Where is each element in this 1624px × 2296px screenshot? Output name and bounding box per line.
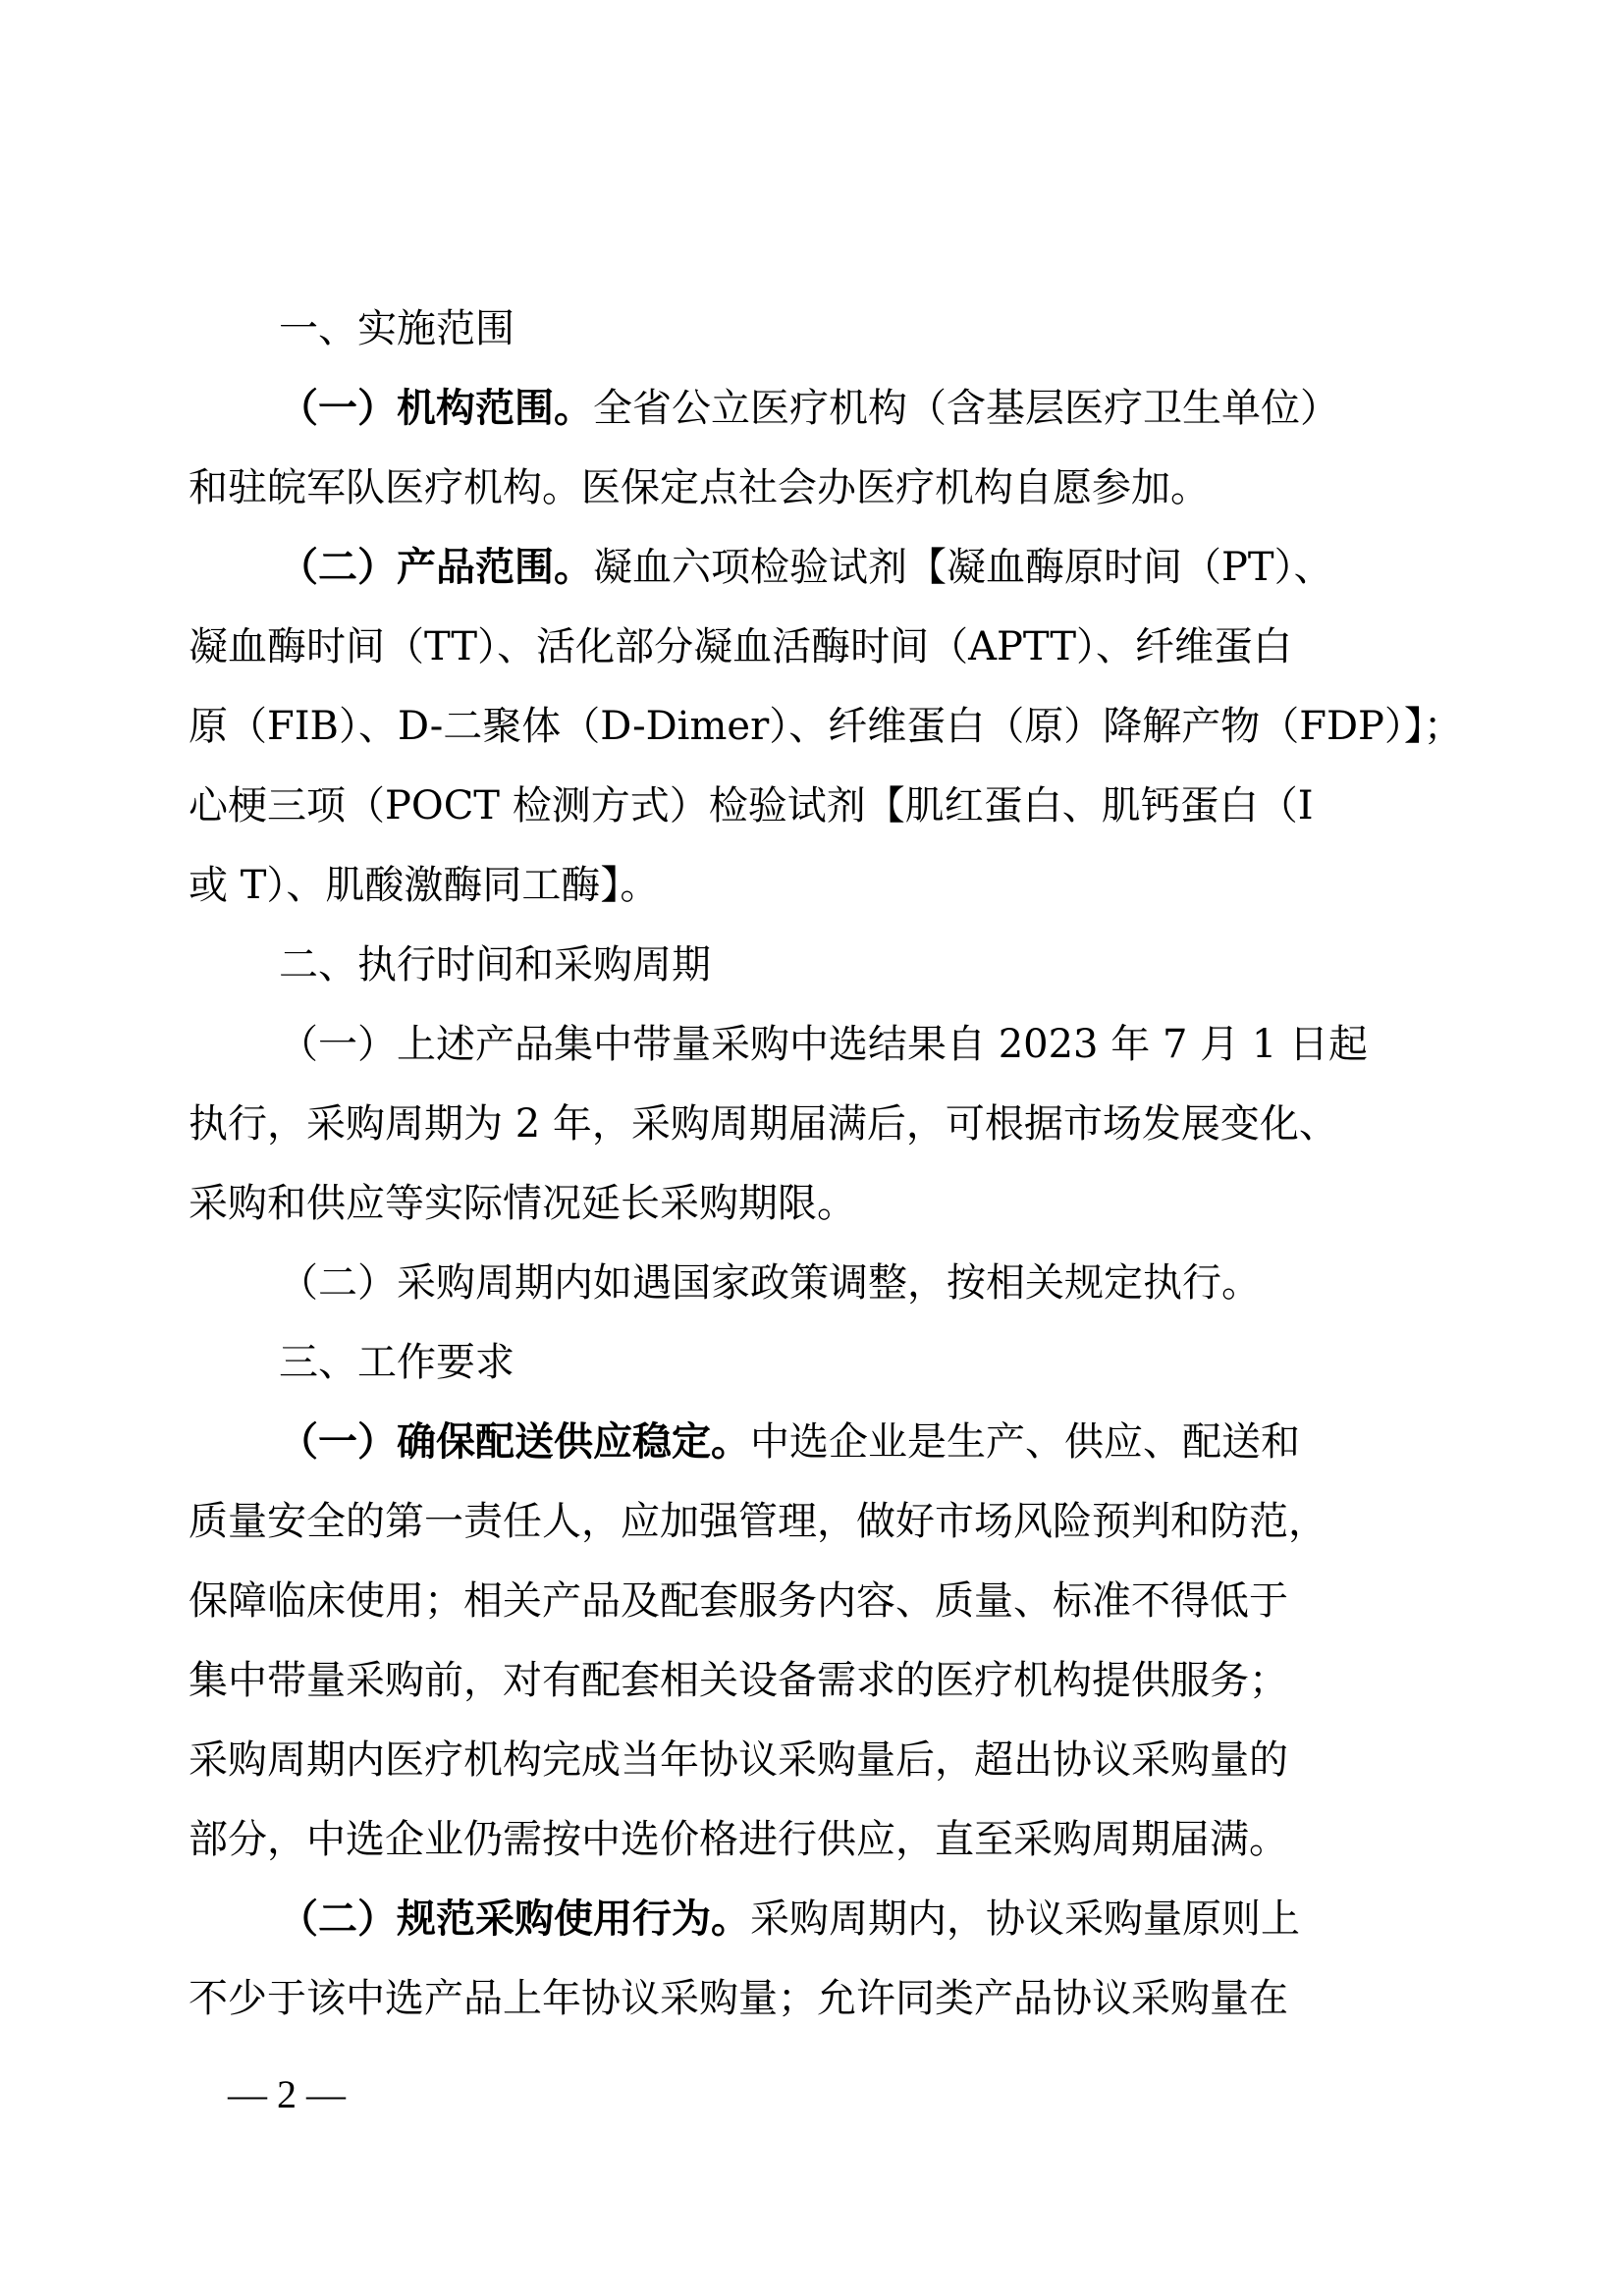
paragraph-text: 执行，采购周期为 2 年，采购周期届满后，可根据市场发展变化、 (189, 1101, 1338, 1147)
paragraph-line-1 (279, 379, 1624, 438)
section-heading-text: 一、实施范围 (279, 306, 514, 351)
paragraph-line-21 (189, 1969, 1624, 2028)
paragraph-text: 采购周期内医疗机构完成当年协议采购量后，超出协议采购量的 (189, 1737, 1288, 1783)
page-number-footer (228, 2065, 444, 2124)
paragraph-text: 全省公立医疗机构（含基层医疗卫生单位） (593, 386, 1339, 431)
paragraph-text: （二）采购周期内如遇国家政策调整，按相关规定执行。 (279, 1260, 1261, 1306)
paragraph-text: （一）上述产品集中带量采购中选结果自 2023 年 7 月 1 日起 (279, 1022, 1368, 1067)
section-heading-text: 三、工作要求 (279, 1340, 514, 1385)
subheading-institution-scope: （一）机构范围。 (279, 386, 593, 431)
paragraph-text: 保障临床使用；相关产品及配套服务内容、质量、标准不得低于 (189, 1578, 1288, 1624)
paragraph-line-4 (189, 617, 1624, 676)
section-heading-implementation-scope (279, 299, 1624, 358)
subheading-supply-stability: （一）确保配送供应稳定。 (279, 1419, 750, 1465)
paragraph-line-2 (189, 458, 1624, 517)
paragraph-line-16 (189, 1572, 1624, 1630)
paragraph-text: 质量安全的第一责任人，应加强管理，做好市场风险预判和防范， (189, 1499, 1327, 1544)
paragraph-text: 采购周期内，协议采购量原则上 (750, 1896, 1300, 1942)
paragraph-line-18 (189, 1731, 1624, 1789)
paragraph-line-17 (189, 1651, 1624, 1710)
paragraph-text: 不少于该中选产品上年协议采购量；允许同类产品协议采购量在 (189, 1976, 1288, 2021)
paragraph-text: 凝血六项检验试剂【凝血酶原时间（PT）、 (593, 545, 1333, 590)
paragraph-line-11 (189, 1174, 1624, 1233)
section-heading-work-requirements (279, 1333, 1624, 1392)
paragraph-text: 原（FIB）、D-二聚体（D-Dimer）、纤维蛋白（原）降解产物（FDP）】； (189, 704, 1463, 749)
paragraph-line-14 (279, 1413, 1624, 1471)
subheading-procurement-behavior: （二）规范采购使用行为。 (279, 1896, 750, 1942)
paragraph-text: 集中带量采购前，对有配套相关设备需求的医疗机构提供服务； (189, 1658, 1288, 1703)
paragraph-text: 和驻皖军队医疗机构。医保定点社会办医疗机构自愿参加。 (189, 465, 1210, 510)
paragraph-line-5 (189, 697, 1624, 756)
section-heading-text: 二、执行时间和采购周期 (279, 942, 711, 988)
paragraph-line-20 (279, 1890, 1624, 1949)
paragraph-text: 部分，中选企业仍需按中选价格进行供应，直至采购周期届满。 (189, 1817, 1288, 1862)
paragraph-line-19 (189, 1810, 1624, 1869)
paragraph-line-3 (279, 538, 1624, 597)
paragraph-text: 或 T）、肌酸激酶同工酶】。 (189, 863, 660, 908)
paragraph-line-7 (189, 856, 1624, 915)
paragraph-line-9 (279, 1015, 1624, 1074)
section-heading-execution-period (279, 935, 1624, 994)
paragraph-text: 心梗三项（POCT 检测方式）检验试剂【肌红蛋白、肌钙蛋白（I (189, 783, 1314, 828)
paragraph-text: 中选企业是生产、供应、配送和 (750, 1419, 1300, 1465)
paragraph-line-12 (279, 1254, 1624, 1312)
subheading-product-scope: （二）产品范围。 (279, 545, 593, 590)
paragraph-text: 采购和供应等实际情况延长采购期限。 (189, 1181, 856, 1226)
paragraph-line-15 (189, 1492, 1624, 1551)
page-number: — 2 — (228, 2072, 346, 2116)
paragraph-line-6 (189, 776, 1624, 835)
paragraph-line-10 (189, 1095, 1624, 1153)
paragraph-text: 凝血酶时间（TT）、活化部分凝血活酶时间（APTT）、纤维蛋白 (189, 624, 1293, 669)
